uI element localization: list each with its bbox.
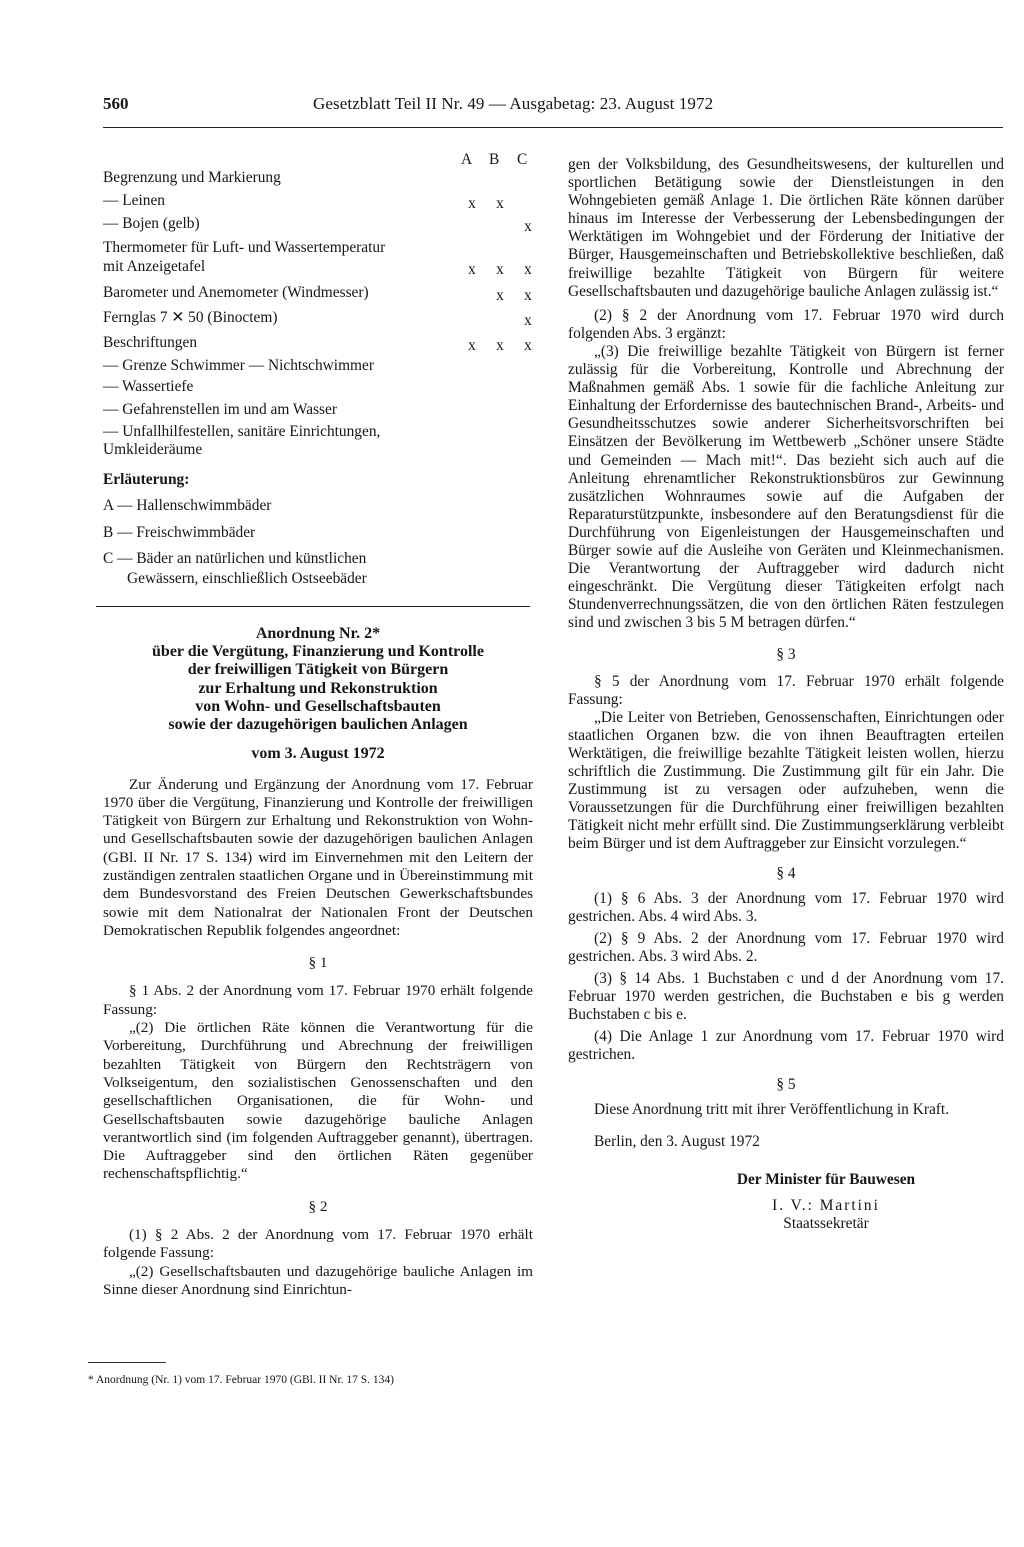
mark-c: x <box>524 261 532 278</box>
table-row <box>103 168 533 187</box>
s1-intro: § 1 Abs. 2 der Anordnung vom 17. Februar 1970 erhält folgende Fassung: <box>103 982 533 1018</box>
s4-item: (3) § 14 Abs. 1 Buchstaben c und d der Anordnung vom 17. Februar 1970 werden gestrichen, die Buchstaben e bis g werden Buchstaben c bis e. <box>568 969 1004 1024</box>
mark-c: x <box>524 337 532 354</box>
table-row <box>103 214 533 233</box>
row-label: Umkleideräume <box>103 441 203 458</box>
ordinance-left <box>103 625 533 1299</box>
header-rule <box>103 127 1003 128</box>
footnote-rule <box>88 1362 166 1363</box>
mark-b: x <box>496 261 504 278</box>
row-label: Begrenzung und Markierung <box>103 169 281 186</box>
s4-item: (1) § 6 Abs. 3 der Anordnung vom 17. Februar 1970 wird gestrichen. Abs. 4 wird Abs. 3. <box>568 889 1004 925</box>
title-line: über die Vergütung, Finanzierung und Kontrolle <box>152 643 484 661</box>
section-heading-3: § 3 <box>776 646 796 664</box>
section-heading-5: § 5 <box>776 1076 796 1094</box>
row-label: — Grenze Schwimmer — Nichtschwimmer <box>103 357 374 374</box>
mark-c: x <box>524 218 532 235</box>
row-label: Beschriftungen <box>103 334 198 351</box>
s5-text: Diese Anordnung tritt mit ihrer Veröffentlichung in Kraft. <box>594 1100 950 1118</box>
section-heading-1: § 1 <box>308 954 328 972</box>
title-line: sowie der dazugehörigen baulichen Anlagen <box>168 716 468 734</box>
row-label: Barometer und Anemometer (Windmesser) <box>103 284 369 301</box>
legend-item: C — Bäder an natürlichen und künstlichen <box>103 550 367 568</box>
mark-b: x <box>496 287 504 304</box>
place-date: Berlin, den 3. August 1972 <box>594 1132 760 1150</box>
s1-quote: „(2) Die örtlichen Räte können die Verantwortung für die Vorbereitung, Durchführung und Abrechnung der freiwilligen bezahlten Tätigkeit von Bürgern den Rechtsträgern von Volkseigentum, den sozialistischen Genossenschaften und den gesellschaftlichen Organisationen, die für Wohn- und Gesellschaftsbauten sowie dazugehörige bauliche Anlagen verantwortlich sind (im folgenden Auftraggeber genannt), übertragen. Die Auftraggeber sind den örtlichen Räten gegenüber rechenschaftspflichtig.“ <box>103 1019 533 1183</box>
col-header-c: C <box>517 151 528 168</box>
table-row <box>103 238 533 257</box>
title-line: Anordnung Nr. 2* <box>255 625 381 642</box>
mark-b: x <box>496 337 504 354</box>
s2-quote-start: „(2) Gesellschaftsbauten und dazugehörige bauliche Anlagen im Sinne dieser Anordnung sind Einrichtun- <box>103 1262 533 1298</box>
table-row <box>103 440 533 459</box>
row-label: — Bojen (gelb) <box>103 215 200 232</box>
section-heading-2: § 2 <box>308 1197 328 1215</box>
table-row <box>103 400 533 419</box>
table-row <box>103 333 533 352</box>
s3-intro: § 5 der Anordnung vom 17. Februar 1970 erhält folgende Fassung: <box>568 672 1004 708</box>
legend <box>103 470 533 588</box>
signatory-title: Der Minister für Bauwesen <box>736 1170 916 1188</box>
s2-p2: (2) § 2 der Anordnung vom 17. Februar 1970 wird durch folgenden Abs. 3 ergänzt: <box>568 306 1004 342</box>
s2-p2-quote: „(3) Die freiwillige bezahlte Tätigkeit von Bürgern ist ferner zulässig für die Vorbereitung, Kontrolle und Abrechnung der Maßnahmen gemäß Abs. 1 sowie für die fachliche Anleitung zur Einhaltung der Erfordernisse des bautechnischen Brand-, Arbeits- und Gesundheitsschutzes sowie anderer Sicherheitsvorschriften bei Einsätzen der Bevölkerung im Wettbewerb „Schöner unsere Städte und Gemeinden — Mach mit!“. Das bezieht sich auch auf die Anleitung ehrenamtlicher Rekonstruktionsbüros zur Gewinnung zusätzlichen Wohnraumes sowie auf die Aufgaben der Reparaturstützpunkte, insbesondere auf den Beratungsdienst für die Durchführung von Eigenleistungen der Hausgemeinschaften und Bürger sowie auf die Ausleihe von Geräten und Kleinmechanismen. Die Verantwortung der Auftraggeber wird dadurch nicht eingeschränkt. Die Vergütung dieser Tätigkeiten erfolgt nach Stundenverrechnungssätzen, die von den örtlichen Räten festzulegen sind und zwischen 3 bis 5 M betragen dürfen.“ <box>568 342 1004 632</box>
s4-item: (4) Die Anlage 1 zur Anordnung vom 17. Februar 1970 wird gestrichen. <box>568 1028 1004 1064</box>
section-divider <box>96 606 530 607</box>
page-number: 560 <box>103 94 129 113</box>
right-column <box>568 156 1004 1233</box>
legend-item: B — Freischwimmbäder <box>103 523 256 541</box>
legend-title: Erläuterung: <box>103 471 190 488</box>
table-row <box>103 308 533 327</box>
left-column <box>103 150 533 590</box>
mark-c: x <box>524 312 532 329</box>
mark-a: x <box>468 261 476 278</box>
row-label: — Gefahrenstellen im und am Wasser <box>103 401 337 418</box>
mark-a: x <box>468 337 476 354</box>
title-line: von Wohn- und Gesellschaftsbauten <box>195 697 441 715</box>
col-header-a: A <box>461 151 473 168</box>
page-header <box>103 94 1003 124</box>
s3-quote: „Die Leiter von Betrieben, Genossenschaften, Einrichtungen oder staatlichen Organen bzw. die von ihnen Beauftragten erteilen Werktätigen, die freiwillige bezahlte Tätigkeit leisten wollen, hierzu schriftlich die Zustimmung. Die Zustimmung gilt für ein Jahr. Die Zustimmung ist zu versagen oder aufzuheben, wenn die Voraussetzungen für die Durchführung einer freiwilligen bezahlten Tätigkeit nicht mehr erfüllt sind. Die Zustimmungserklärung verbleibt beim Bürger und ist dem Auftraggeber zur Einsicht vorzulegen.“ <box>568 708 1004 853</box>
row-label: Thermometer für Luft- und Wassertemperatur <box>103 239 386 256</box>
table-row <box>103 377 533 396</box>
table-row <box>103 356 533 375</box>
row-label: — Leinen <box>103 192 165 209</box>
row-label: — Unfallhilfestellen, sanitäre Einrichtungen, <box>103 423 381 440</box>
mark-a: x <box>468 195 476 212</box>
footnote: * Anordnung (Nr. 1) vom 17. Februar 1970 (GBl. II Nr. 17 S. 134) <box>88 1374 395 1386</box>
legend-item: Gewässern, einschließlich Ostseebäder <box>127 569 367 587</box>
table-row <box>103 191 533 210</box>
mark-b: x <box>496 195 504 212</box>
ordinance-date: vom 3. August 1972 <box>251 745 385 763</box>
s4-item: (2) § 9 Abs. 2 der Anordnung vom 17. Februar 1970 wird gestrichen. Abs. 3 wird Abs. 2. <box>568 929 1004 965</box>
title-line: der freiwilligen Tätigkeit von Bürgern <box>187 661 449 679</box>
row-label: Fernglas 7 ✕ 50 (Binoctem) <box>103 309 278 326</box>
table-row <box>103 422 533 441</box>
signatory-name: I. V.: Martini <box>772 1196 880 1214</box>
row-label: — Wassertiefe <box>103 378 194 395</box>
s2-p1: (1) § 2 Abs. 2 der Anordnung vom 17. Februar 1970 erhält folgende Fassung: <box>103 1226 533 1262</box>
legend-item: A — Hallenschwimmbäder <box>103 497 272 515</box>
title-line: zur Erhaltung und Rekonstruktion <box>198 679 438 697</box>
mark-c: x <box>524 287 532 304</box>
section-heading-4: § 4 <box>776 865 796 883</box>
s2-quote-continued: gen der Volksbildung, des Gesundheitswesens, der kulturellen und sportlichen Betätigung sowie der Dienstleistungen in den Wohngebieten gemäß Anlage 1. Die örtlichen Räte können darüber hinaus im Interesse der Verbesserung der Lebensbedingungen der Werktätigen im Wohngebiet und der Förderung der Initiative der Bürger, Hausgemeinschaften und Betriebskollektive beschließen, daß freiwillige bezahlte Tätigkeit von Bürgern für weitere Gesellschaftsbauten und dazugehörige bauliche Anlagen zulässig ist.“ <box>568 156 1004 300</box>
table-row <box>103 283 533 302</box>
gazette-title: Gesetzblatt Teil II Nr. 49 — Ausgabetag: 23. August 1972 <box>313 94 714 113</box>
signatory-role: Staatssekretär <box>783 1214 869 1232</box>
table-row <box>103 257 533 276</box>
row-label: mit Anzeigetafel <box>103 258 206 275</box>
ordinance-title <box>103 625 533 734</box>
preamble: Zur Änderung und Ergänzung der Anordnung vom 17. Februar 1970 über die Vergütung, Finanzierung und Kontrolle der freiwilligen Tätigkeit von Bürgern zur Erhaltung und Rekonstruktion von Wohn- und Gesellschaftsbauten sowie der dazugehörigen baulichen Anlagen (GBl. II Nr. 17 S. 134) wird im Einvernehmen mit den Leitern der zuständigen zentralen staatlichen Organe und in Übereinstimmung mit dem Bundesvorstand des Freien Deutschen Gewerkschaftsbundes sowie mit dem Nationalrat der Nationalen Front der Deutschen Demokratischen Republik folgendes angeordnet: <box>103 775 533 939</box>
col-header-b: B <box>489 151 500 168</box>
